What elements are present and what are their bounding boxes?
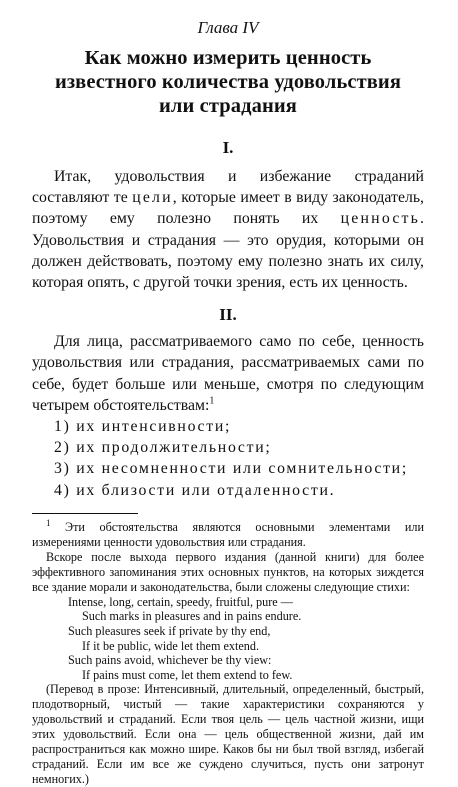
section-heading-1: I. xyxy=(222,138,234,157)
title-line: Как можно измерить ценность xyxy=(84,47,372,69)
spaced-emphasis: ценность xyxy=(340,210,421,228)
verse-line: Such marks in pleasures and in pains endure. xyxy=(82,609,302,624)
verse-line: Such pleasures seek if private by thy end, xyxy=(68,624,271,639)
text-run: . Удовольствия и страдания — это орудия, которыми он должен действовать, поэтому ему полезно знать их силу, которая опять, с другой точки зрения, есть их ценность. xyxy=(32,210,424,292)
verse-line: If it be public, wide let them extend. xyxy=(82,638,260,653)
footnote-paragraph xyxy=(32,517,424,550)
footnote-paragraph: Вскоре после выхода первого издания (данной книги) для более эффективного запоминания этих основных пунктов, на которых зиждется все здание морали и законодательства, были сложены следующие стихи: xyxy=(32,549,424,594)
verse-line: If pains must come, let them extend to few. xyxy=(82,667,293,682)
section-2-paragraph xyxy=(32,331,424,416)
verse-line: Intense, long, certain, speedy, fruitful, pure — xyxy=(68,594,293,609)
text-run: Для лица, рассматриваемого само по себе, ценность удовольствия или страдания, рассматриваемых сами по себе, будет больше или меньше, смотря по следующим четырем обстоятельствам: xyxy=(32,333,424,414)
text-run: Эти обстоятельства являются основными элементами или измерениями ценности удовольствия или страдания. xyxy=(32,519,424,549)
chapter-title xyxy=(32,46,424,118)
verse-block xyxy=(32,595,424,683)
text-run: , которые имеет в виду законодатель, поэтому ему полезно понять их xyxy=(32,189,424,228)
section-heading-2: II. xyxy=(219,305,237,325)
footnote-mark: 1 xyxy=(46,517,51,528)
spaced-emphasis: цели xyxy=(132,189,173,207)
list-item: 2) их продолжительности; xyxy=(54,439,272,457)
list-item: 3) их несомненности или сомнительности; xyxy=(54,460,408,478)
list-item: 1) их интенсивности; xyxy=(54,418,232,436)
chapter-label: Глава IV xyxy=(197,18,259,37)
footnote-paragraph: (Перевод в прозе: Интенсивный, длительный, определенный, быстрый, плодотворный, чистый — такие характеристики сохраняются у удовольствий и страданий. Если твоя цель — цель частной жизни, ищи этих удовольствий. Если она — цель общественной жизни, дай им распространиться как можно шире. Каков бы ни был твой взгляд, избегай страданий. Если им все же суждено случиться, пусть они затронут немногих.) xyxy=(32,682,424,787)
text-run: Итак, удовольствия и избежание страданий составляют те xyxy=(32,168,424,207)
footnote xyxy=(32,517,424,787)
verse-line: Such pains avoid, whichever be thy view: xyxy=(68,653,272,668)
section-1-paragraph xyxy=(32,166,424,293)
footnote-divider xyxy=(32,513,138,514)
list-item: 4) их близости или отдаленности. xyxy=(54,481,336,499)
title-line: известного количества удовольствия xyxy=(54,71,402,93)
footnote-reference[interactable]: 1 xyxy=(209,395,215,407)
title-line: или страдания xyxy=(159,95,297,117)
